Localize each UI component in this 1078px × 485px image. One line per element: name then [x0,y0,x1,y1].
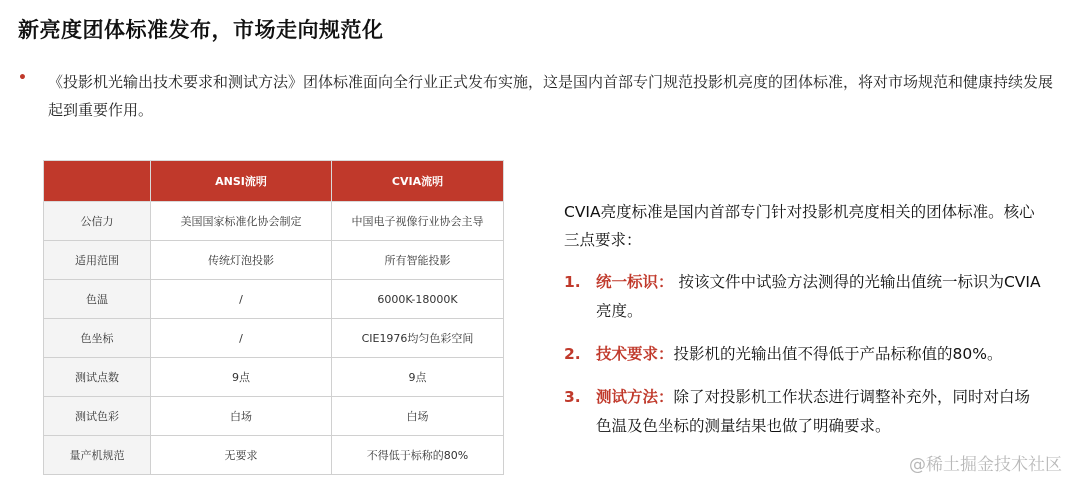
requirement-number: 2. [564,345,581,363]
table-cell: 色坐标 [44,319,151,358]
table-cell: 美国国家标准化协会制定 [151,202,332,241]
table-row [44,436,504,475]
requirement-item [564,340,1044,369]
requirement-key: 测试方法： [596,388,674,406]
requirement-item [564,268,1044,326]
table-cell: 不得低于标称的80% [332,436,504,475]
table-cell: 6000K-18000K [332,280,504,319]
table-cell: / [151,280,332,319]
table-cell: 无要求 [151,436,332,475]
table-cell: 白场 [332,397,504,436]
requirement-key: 技术要求： [596,345,674,363]
table-cell: 公信力 [44,202,151,241]
bullet-dot-icon: • [18,70,27,86]
table-cell: 白场 [151,397,332,436]
comparison-table [43,160,504,475]
table-cell: CIE1976均匀色彩空间 [332,319,504,358]
requirements-intro: CVIA亮度标准是国内首部专门针对投影机亮度相关的团体标准。核心三点要求： [564,203,1035,249]
table-header-cell: CVIA流明 [332,161,504,202]
table-header-cell [44,161,151,202]
table-cell: 9点 [151,358,332,397]
requirement-text: 投影机的光输出值不得低于产品标称值的80%。 [673,345,1003,363]
table-row [44,397,504,436]
requirement-text: 按该文件中试验方法测得的光输出值统一标识为CVIA亮度。 [596,273,1041,320]
bullet-item [18,68,1058,124]
table-cell: 所有智能投影 [332,241,504,280]
requirement-number: 3. [564,388,581,406]
table-cell: 适用范围 [44,241,151,280]
bullet-text: 《投影机光输出技术要求和测试方法》团体标准面向全行业正式发布实施，这是国内首部专门规范投影机亮度的团体标准，将对市场规范和健康持续发展起到重要作用。 [48,73,1054,119]
table-row [44,358,504,397]
table-row [44,241,504,280]
table-header-row [44,161,504,202]
table-cell: 测试色彩 [44,397,151,436]
table-cell: 测试点数 [44,358,151,397]
table-cell: / [151,319,332,358]
table-header-cell: ANSI流明 [151,161,332,202]
requirements-panel [564,198,1044,441]
page-title: 新亮度团体标准发布，市场走向规范化 [18,18,384,42]
requirement-key: 统一标识： [596,273,674,291]
table-cell: 传统灯泡投影 [151,241,332,280]
table-row [44,280,504,319]
requirement-item [564,383,1044,441]
watermark: @稀土掘金技术社区 [909,455,1062,475]
table-cell: 中国电子视像行业协会主导 [332,202,504,241]
requirement-text: 除了对投影机工作状态进行调整补充外，同时对白场色温及色坐标的测量结果也做了明确要求。 [596,388,1031,435]
table-cell: 色温 [44,280,151,319]
table-cell: 9点 [332,358,504,397]
table-cell: 量产机规范 [44,436,151,475]
requirement-number: 1. [564,273,581,291]
table-row [44,319,504,358]
table-row [44,202,504,241]
